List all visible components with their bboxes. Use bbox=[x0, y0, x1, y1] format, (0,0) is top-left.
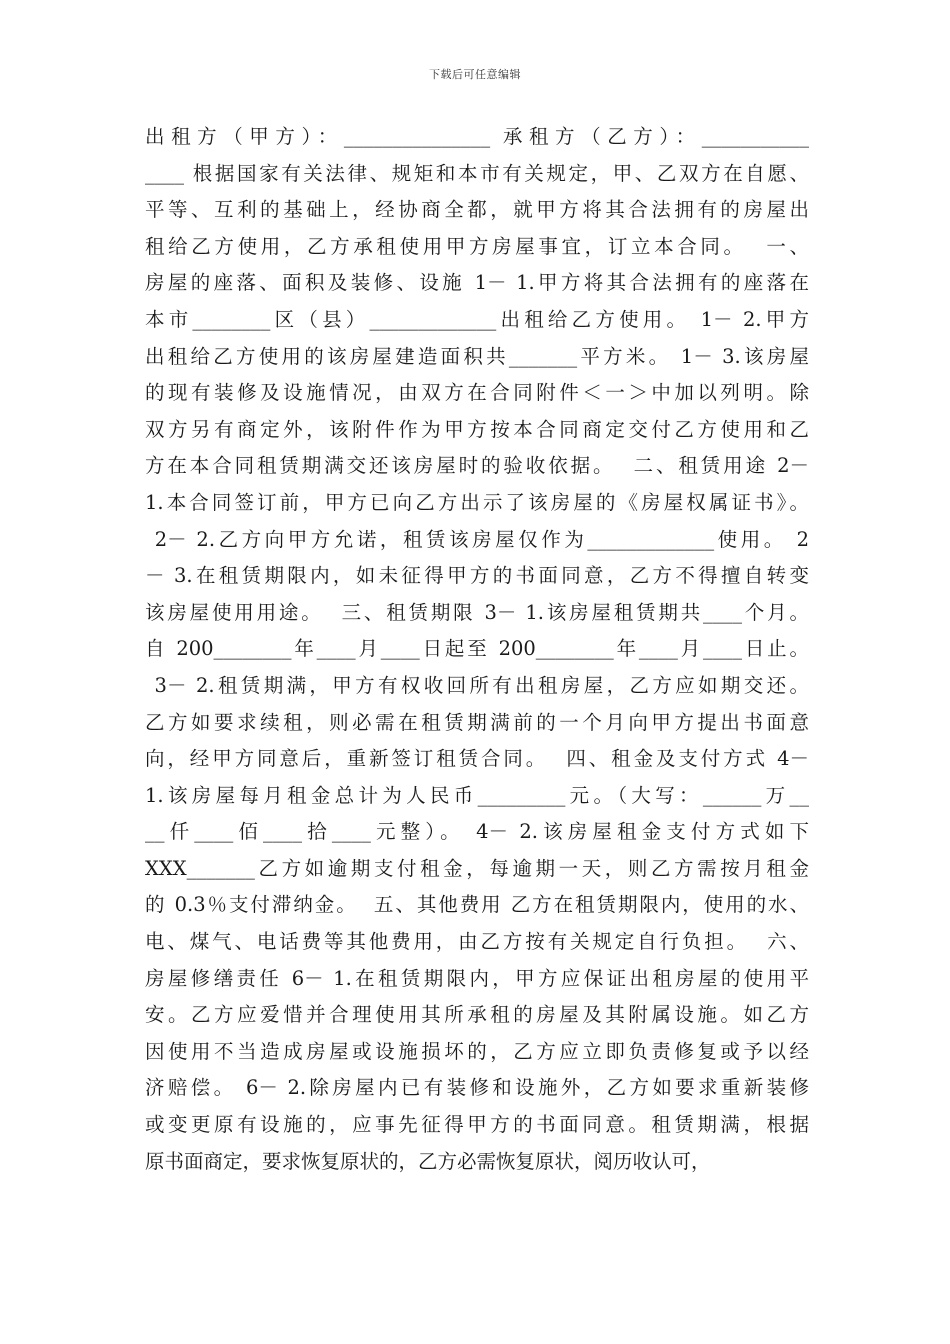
document-line: 的 0.3％支付滞纳金。 五、其他费用 乙方在租赁期限内，使用的水、 bbox=[145, 893, 809, 917]
document-line: 济赔偿。 6－ 2.除房屋内已有装修和设施外，乙方如要求重新装修 bbox=[145, 1076, 809, 1100]
document-line: 该房屋使用用途。 三、租赁期限 3－ 1.该房屋租赁期共____个月。 bbox=[145, 600, 809, 624]
document-line: 或变更原有设施的，应事先征得甲方的书面同意。租赁期满，根据 bbox=[145, 1113, 809, 1137]
document-line: 本市________区（县）_____________出租给乙方使用。 1－ 2.甲方 bbox=[145, 307, 809, 331]
document-line: 2－ 2.乙方向甲方允诺，租赁该房屋仅作为_____________使用。 2 bbox=[145, 527, 809, 551]
document-line: 电、煤气、电话费等其他费用，由乙方按有关规定自行负担。 六、 bbox=[145, 930, 809, 954]
document-line: 3－ 2.租赁期满，甲方有权收回所有出租房屋，乙方应如期交还。 bbox=[145, 673, 809, 697]
document-line: 1.本合同签订前，甲方已向乙方出示了该房屋的《房屋权属证书》。 bbox=[145, 490, 809, 514]
document-line: 方在本合同租赁期满交还该房屋时的验收依据。 二、租赁用途 2－ bbox=[145, 454, 809, 478]
contract-body bbox=[145, 119, 809, 1180]
document-line: 租给乙方使用，乙方承租使用甲方房屋事宜，订立本合同。 一、 bbox=[145, 234, 809, 258]
document-line: 的现有装修及设施情况，由双方在合同附件＜一＞中加以列明。除 bbox=[145, 381, 809, 405]
document-line: 出租方（甲方）：_______________ 承租方（乙方）：___________ bbox=[145, 125, 809, 148]
document-line: XXX_______乙方如逾期支付租金，每逾期一天，则乙方需按月租金 bbox=[145, 856, 809, 880]
document-line: 房屋修缮责任 6－ 1.在租赁期限内，甲方应保证出租房屋的使用平 bbox=[145, 966, 809, 990]
document-line: 乙方如要求续租，则必需在租赁期满前的一个月向甲方提出书面意 bbox=[145, 710, 809, 734]
document-line: 向，经甲方同意后，重新签订租赁合同。 四、租金及支付方式 4－ bbox=[145, 747, 809, 771]
document-line: 自 200________年____月____日起至 200________年____月____日止。 bbox=[145, 637, 809, 661]
document-line: __仟____佰____拾____元整）。 4－ 2.该房屋租金支付方式如下 bbox=[145, 820, 809, 844]
document-line: 双方另有商定外，该附件作为甲方按本合同商定交付乙方使用和乙 bbox=[145, 417, 809, 441]
document-line: 原书面商定，要求恢复原状的，乙方必需恢复原状，阅历收认可， bbox=[145, 1149, 711, 1173]
document-line: 因使用不当造成房屋或设施损坏的，乙方应立即负责修复或予以经 bbox=[145, 1039, 809, 1063]
document-line: － 3.在租赁期限内，如未征得甲方的书面同意，乙方不得擅自转变 bbox=[145, 564, 809, 588]
document-line: 出租给乙方使用的该房屋建造面积共_______平方米。 1－ 3.该房屋 bbox=[145, 344, 809, 368]
document-line: 1.该房屋每月租金总计为人民币_________元。（大写：______万__ bbox=[145, 783, 809, 807]
page-header: 下载后可任意编辑 bbox=[429, 68, 521, 81]
document-line: ____ 根据国家有关法律、规矩和本市有关规定，甲、乙双方在自愿、 bbox=[145, 161, 809, 185]
document-line: 平等、互利的基础上，经协商全都，就甲方将其合法拥有的房屋出 bbox=[145, 198, 809, 222]
document-line: 房屋的座落、面积及装修、设施 1－ 1.甲方将其合法拥有的座落在 bbox=[145, 271, 809, 295]
document-line: 安。乙方应爱惜并合理使用其所承租的房屋及其附属设施。如乙方 bbox=[145, 1003, 809, 1027]
